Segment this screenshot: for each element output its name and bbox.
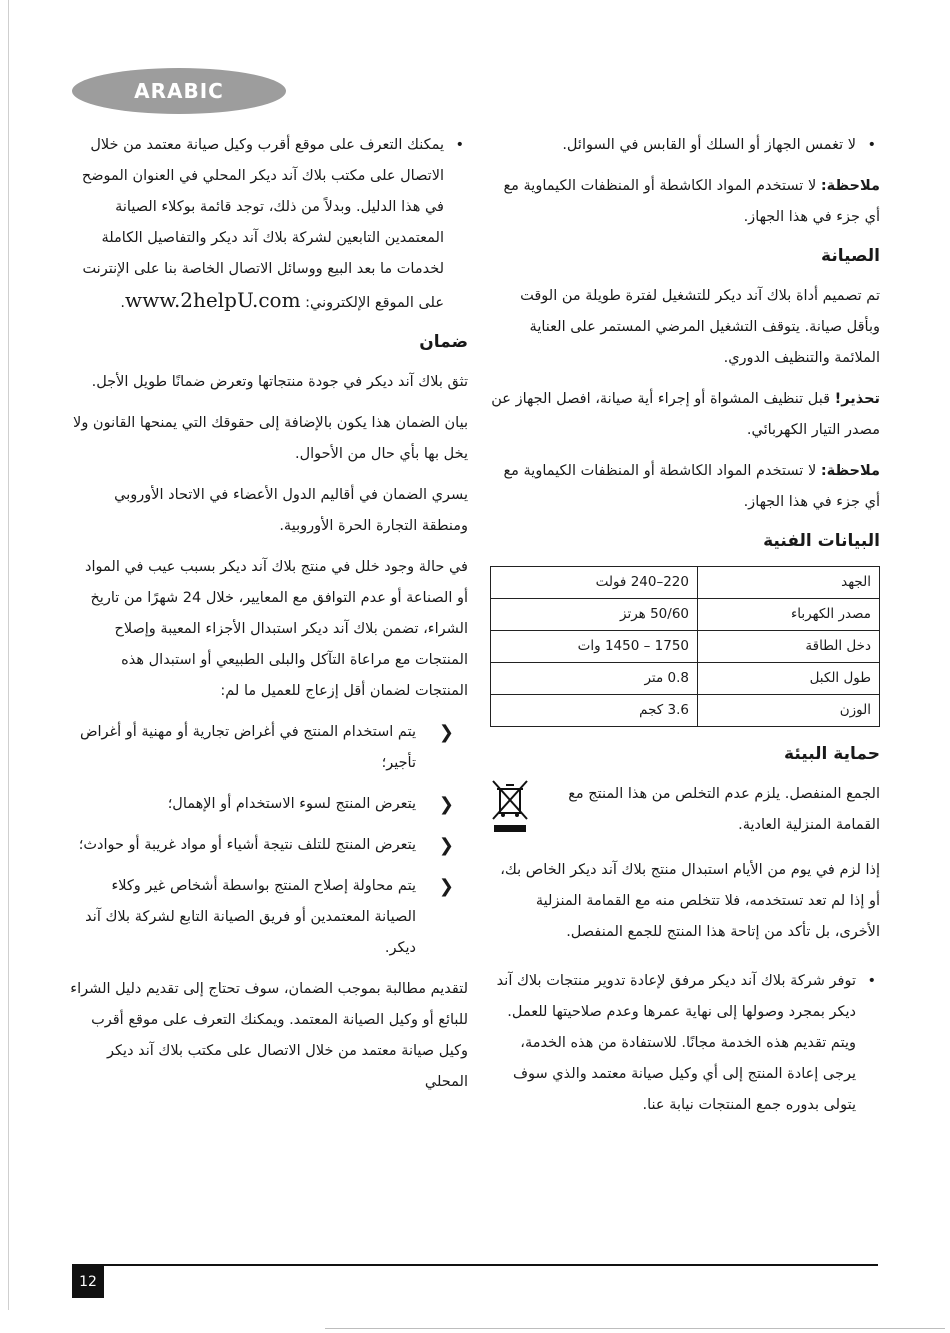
table-row bbox=[491, 695, 880, 727]
page-frame-left bbox=[8, 0, 9, 1310]
spec-label: الوزن bbox=[698, 695, 880, 727]
maintenance-heading: الصيانة bbox=[821, 246, 880, 266]
condition-text: يتعرض المنتج للتلف نتيجة أشياء أو مواد غريبة أو حوادث؛ bbox=[78, 837, 416, 853]
chevron-left-icon: ❮ bbox=[438, 722, 454, 743]
spec-value: 0.8 متر bbox=[491, 663, 698, 695]
spec-label: الجهد bbox=[698, 567, 880, 599]
list-item bbox=[70, 871, 468, 964]
separate-collection-block bbox=[490, 779, 880, 841]
spec-value: 1750 – 1450 وات bbox=[491, 631, 698, 663]
list-item bbox=[70, 789, 468, 820]
warranty-paragraph-2: بيان الضمان هذا يكون بالإضافة إلى حقوقك التي يمنحها القانون ولا يخل بها بأي حال من الأحوال. bbox=[73, 415, 468, 462]
immersion-warning-bullet: • لا تغمس الجهاز أو السلك أو القابس في السوائل. bbox=[490, 130, 880, 161]
chevron-left-icon: ❮ bbox=[438, 835, 454, 856]
warning-unplug bbox=[490, 384, 880, 446]
note-text: لا تستخدم المواد الكاشطة أو المنظفات الكيماوية مع أي جزء في هذا الجهاز. bbox=[503, 178, 880, 225]
spec-value: 3.6 كجم bbox=[491, 695, 698, 727]
warranty-paragraph-4: في حالة وجود خلل في منتج بلاك آند ديكر بسبب عيب في المواد أو الصناعة أو عدم التوافق مع المعايير، خلال 24 شهرًا من تاريخ الشراء، تضمن بلاك آند ديكر استبدال الأجزاء المعيبة وإصلاح المنتجات مع مراعاة التآكل والبلى الطبيعي أو استبدال هذه المنتجات لضمان أقل إزعاج للعميل ما لم: bbox=[85, 559, 468, 699]
spec-value: 220–240 فولت bbox=[491, 567, 698, 599]
table-row bbox=[491, 599, 880, 631]
maintenance-text: تم تصميم أداة بلاك آند ديكر للتشغيل لفترة طويلة من الوقت وبأقل صيانة. يتوقف التشغيل المرضي المستمر على العناية الملائمة والتنظيف الدوري. bbox=[520, 288, 880, 366]
recycling-bullet: • توفر شركة بلاك آند ديكر مرفق لإعادة تدوير منتجات بلاك آند ديكر بمجرد وصولها إلى نهاية عمرها وعدم صلاحيتها للعمل. ويتم تقديم هذه الخدمة مجانًا. للاستفادة من هذه الخدمة، يرجى إعادة المنتج إلى أي وكيل صيانة معتمد والذي سوف يتولى بدوره جمع المنتجات نيابة عنا. bbox=[490, 966, 880, 1121]
crossed-bin-icon bbox=[490, 779, 530, 835]
chevron-left-icon: ❮ bbox=[438, 876, 454, 897]
chevron-left-icon: ❮ bbox=[438, 794, 454, 815]
footer-rule bbox=[72, 1264, 878, 1266]
table-row bbox=[491, 663, 880, 695]
condition-text: يتم محاولة إصلاح المنتج بواسطة أشخاص غير وكلاء الصيانة المعتمدين أو فريق الصيانة التابع لشركة بلاك آند ديكر. bbox=[85, 878, 416, 956]
warranty-paragraph-3: يسري الضمان في أقاليم الدول الأعضاء في الاتحاد الأوروبي ومنطقة التجارة الحرة الأوروبية. bbox=[114, 487, 468, 534]
page-frame-bottom bbox=[325, 1328, 945, 1329]
spec-label: طول الكبل bbox=[698, 663, 880, 695]
table-row bbox=[491, 631, 880, 663]
warning-label: تحذير! bbox=[834, 391, 880, 407]
note-label: ملاحظة: bbox=[820, 463, 880, 479]
note-abrasives-2 bbox=[490, 456, 880, 518]
service-agent-bullet bbox=[70, 130, 468, 319]
note-label: ملاحظة: bbox=[820, 178, 880, 194]
right-column bbox=[490, 130, 880, 1131]
technical-data-heading: البيانات الفنية bbox=[763, 531, 880, 551]
claim-text: لتقديم مطالبة بموجب الضمان، سوف تحتاج إلى تقديم دليل الشراء للبائع أو وكيل الصيانة المعتمد. ويمكنك التعرف على موقع أقرب وكيل صيانة معتمد من خلال الاتصال على مكتب بلاك آند ديكر المحلي bbox=[70, 981, 468, 1090]
list-item bbox=[70, 717, 468, 779]
left-column bbox=[70, 130, 468, 1108]
website-period: . bbox=[120, 295, 125, 311]
language-badge: ARABIC bbox=[72, 68, 286, 114]
warranty-paragraph-1: تثق بلاك آند ديكر في جودة منتجاتها وتعرض ضمانًا طويل الأجل. bbox=[91, 374, 468, 390]
condition-text: يتم استخدام المنتج في أغراض تجارية أو مهنية أو أغراض تأجير؛ bbox=[79, 724, 416, 771]
warranty-heading: ضمان bbox=[419, 332, 468, 352]
spec-label: مصدر الكهرباء bbox=[698, 599, 880, 631]
list-item bbox=[70, 830, 468, 861]
separate-collection-text: الجمع المنفصل. يلزم عدم التخلص من هذا المنتج مع القمامة المنزلية العادية. bbox=[568, 786, 880, 833]
note-text: لا تستخدم المواد الكاشطة أو المنظفات الكيماوية مع أي جزء في هذا الجهاز. bbox=[503, 463, 880, 510]
environment-heading: حماية البيئة bbox=[784, 744, 880, 764]
technical-data-table bbox=[490, 566, 880, 727]
service-text: يمكنك التعرف على موقع أقرب وكيل صيانة معتمد من خلال الاتصال على مكتب بلاك آند ديكر المحلي في العنوان الموضح في هذا الدليل. وبدلاً من ذلك، توجد قائمة بوكلاء الصيانة المعتمدين التابعين لشركة بلاك آند ديكر والتفاصيل الكاملة لخدمات ما بعد البيع ووسائل الاتصال الخاصة بنا على الإنترنت على الموقع الإلكتروني: bbox=[81, 137, 444, 311]
table-row bbox=[491, 567, 880, 599]
note-abrasives-1 bbox=[490, 171, 880, 233]
website-link[interactable]: www.2helpU.com bbox=[124, 288, 301, 312]
warning-text: قبل تنظيف المشواة أو إجراء أية صيانة، افصل الجهاز عن مصدر التيار الكهربائي. bbox=[491, 391, 880, 438]
spec-label: دخل الطاقة bbox=[698, 631, 880, 663]
spec-value: 50/60 هرتز bbox=[491, 599, 698, 631]
condition-text: يتعرض المنتج لسوء الاستخدام أو الإهمال؛ bbox=[167, 796, 416, 812]
replacement-text: إذا لزم في يوم من الأيام استبدال منتج بلاك آند ديكر الخاص بك، أو إذا لم تعد تستخدمه، فلا تتخلص منه مع القمامة المنزلية الأخرى، بل تأكد من إتاحة هذا المنتج للجمع المنفصل. bbox=[500, 862, 880, 940]
page-number: 12 bbox=[72, 1266, 104, 1298]
